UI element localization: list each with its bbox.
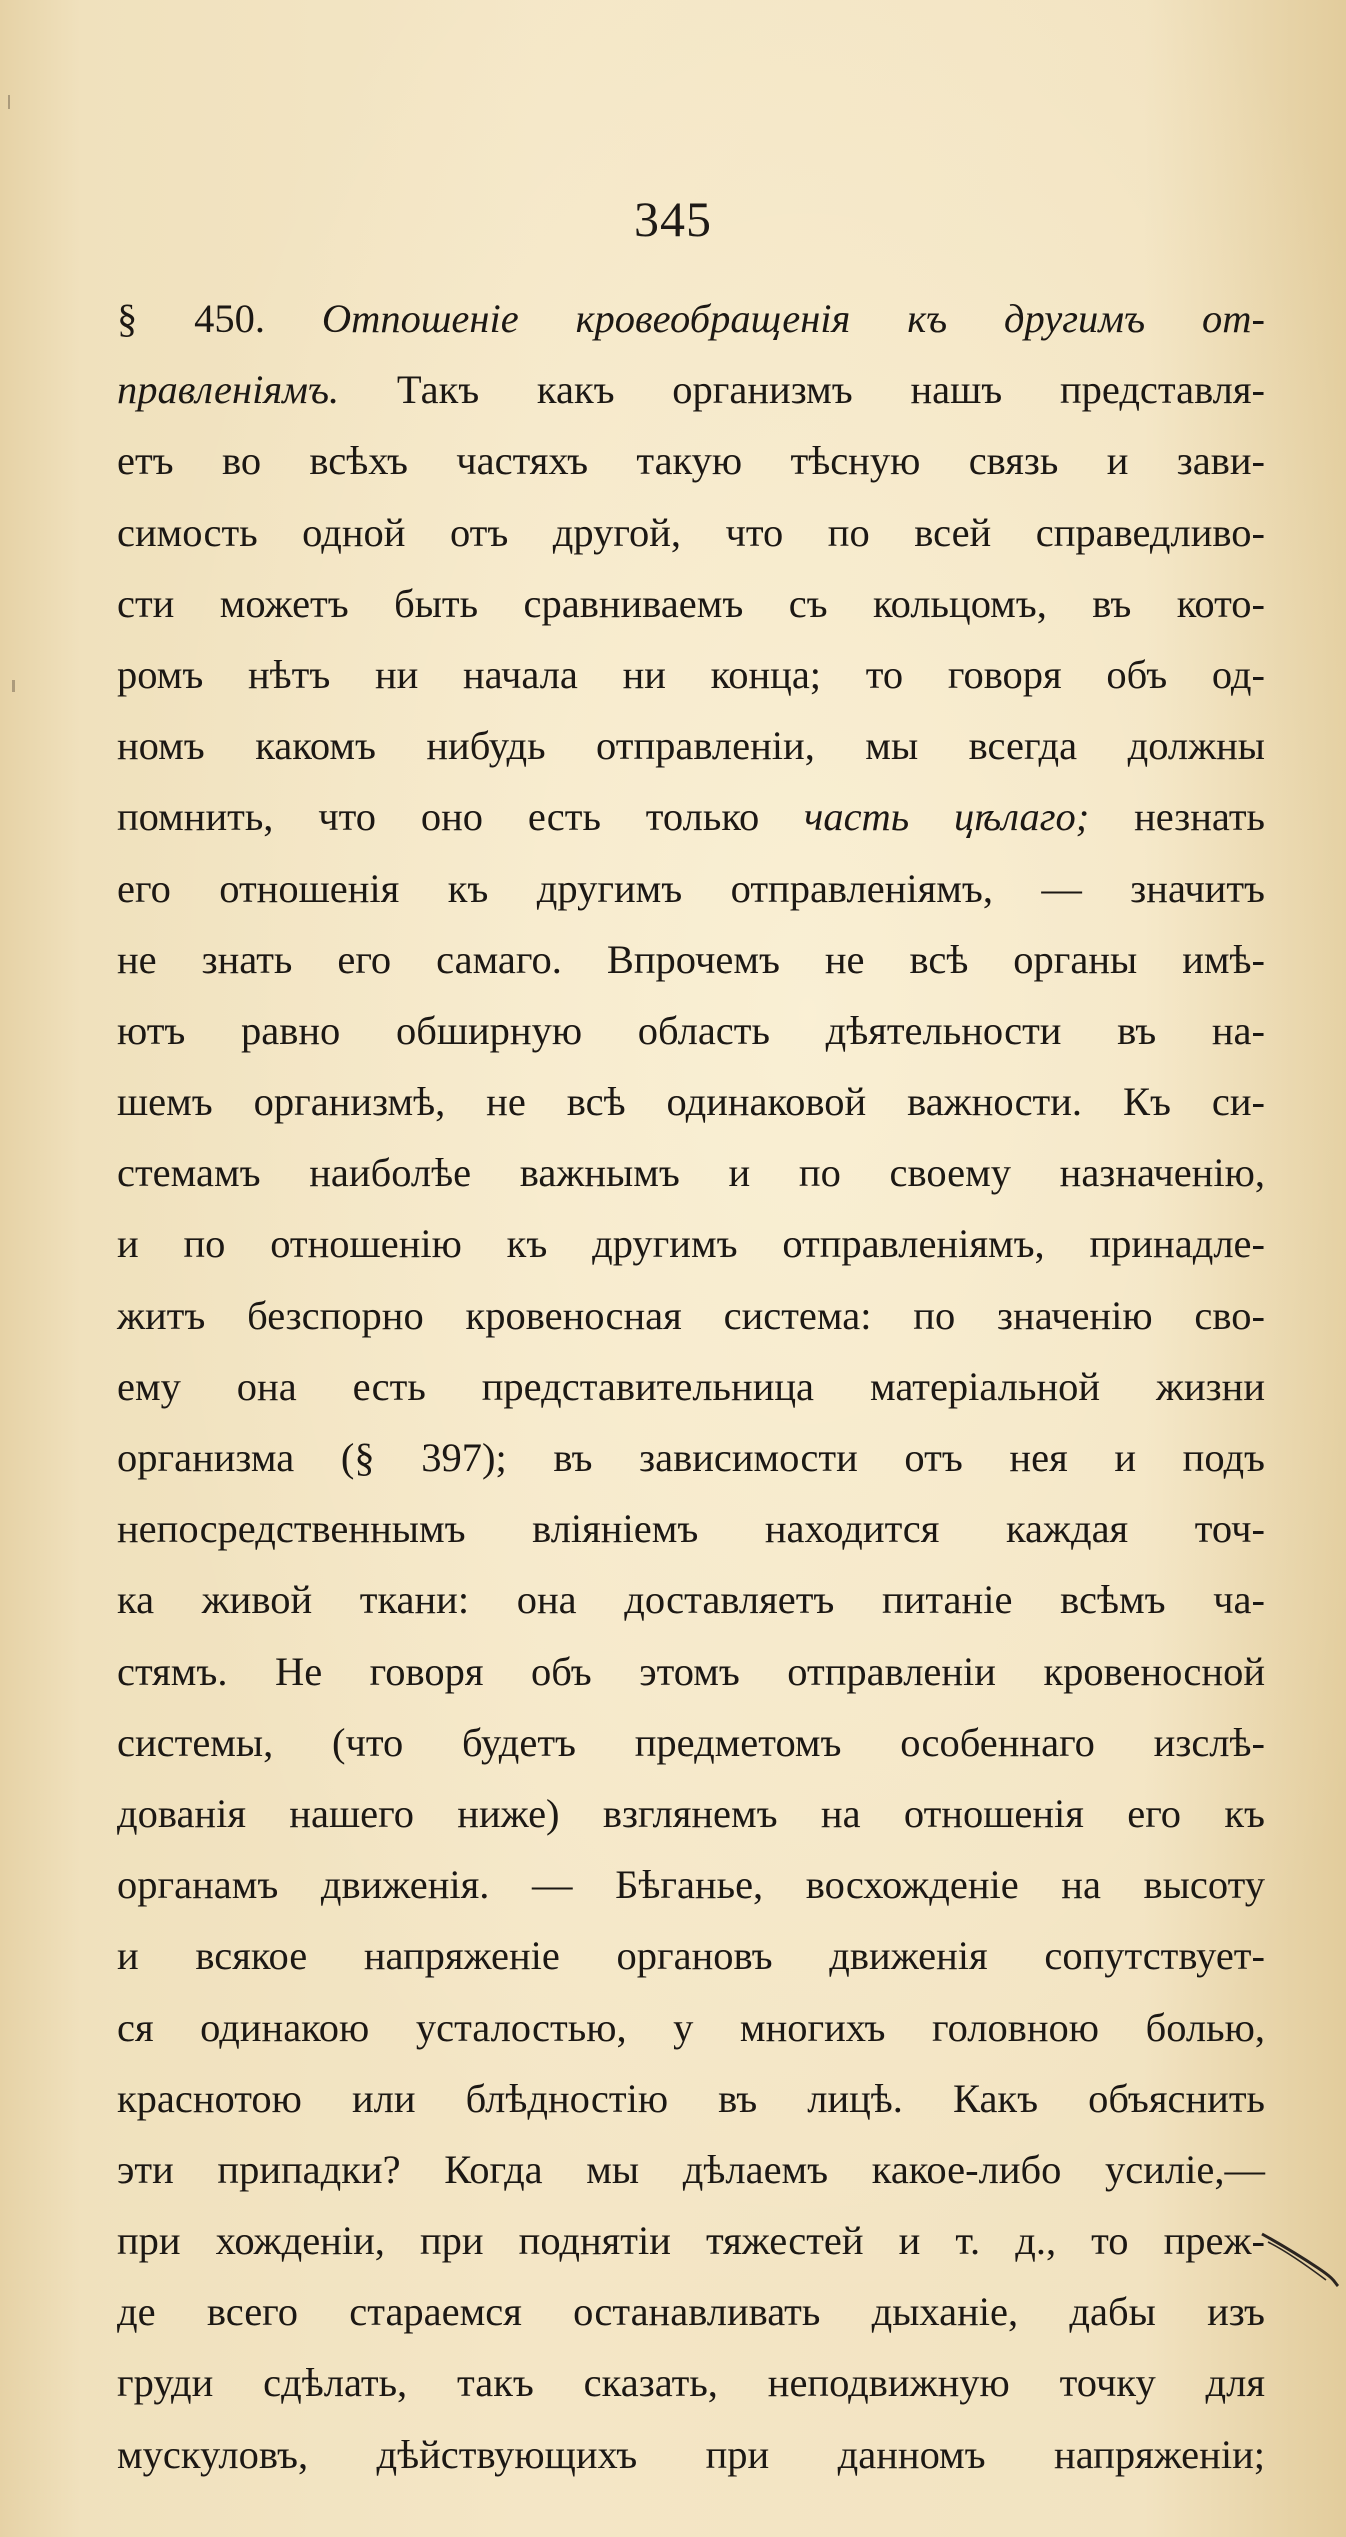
line-text: стямъ. Не говоря объ этомъ отправленіи кровеносной xyxy=(117,1648,1265,1694)
text-line xyxy=(117,639,1265,710)
text-line xyxy=(117,2276,1265,2347)
line-text: системы, (что будетъ предметомъ особеннаго изслѣ- xyxy=(117,1719,1265,1765)
text-line xyxy=(117,1066,1265,1137)
text-line xyxy=(117,1137,1265,1208)
edge-stroke-mark xyxy=(1260,2230,1340,2290)
line-text: органамъ движенія. — Бѣганье, восхожденіе на высоту xyxy=(117,1862,1265,1908)
text-line xyxy=(117,1208,1265,1279)
line-text: и всякое напряженіе органовъ движенія сопутствует- xyxy=(117,1933,1265,1979)
text-line xyxy=(117,1920,1265,1991)
line-text: етъ во всѣхъ частяхъ такую тѣсную связь и зави- xyxy=(117,438,1265,484)
text-line xyxy=(117,1992,1265,2063)
text-line xyxy=(117,1636,1265,1707)
line-text: дованія нашего ниже) взглянемъ на отношенія его къ xyxy=(117,1790,1265,1836)
ink-speck xyxy=(12,680,15,692)
line-text: помнить, что оно есть только xyxy=(117,794,805,840)
line-text: эти припадки? Когда мы дѣлаемъ какое-либо усиліе,— xyxy=(117,2146,1265,2192)
line-text: Такъ какъ организмъ нашъ представля- xyxy=(339,367,1265,413)
text-line xyxy=(117,924,1265,995)
text-line xyxy=(117,781,1265,852)
text-line xyxy=(117,1849,1265,1920)
text-line xyxy=(117,568,1265,639)
text-line xyxy=(117,1351,1265,1422)
text-line xyxy=(117,1778,1265,1849)
page-number: 345 xyxy=(634,191,712,247)
line-text: § 450. xyxy=(117,296,322,341)
line-text: симость одной отъ другой, что по всей справедливо- xyxy=(117,509,1265,555)
ink-speck xyxy=(8,95,10,109)
text-line xyxy=(117,1493,1265,1564)
line-text: при хожденіи, при поднятіи тяжестей и т. д., то преж- xyxy=(117,2218,1265,2264)
line-text: незнать xyxy=(1089,794,1265,840)
line-text: и по отношенію къ другимъ отправленіямъ, принадле- xyxy=(117,1221,1265,1267)
text-line xyxy=(117,710,1265,781)
text-line xyxy=(117,354,1265,425)
text-line xyxy=(117,1707,1265,1778)
text-line xyxy=(117,2419,1265,2490)
line-text: сти можетъ быть сравниваемъ съ кольцомъ, въ кото- xyxy=(117,580,1265,626)
line-text: непосредственнымъ вліяніемъ находится каждая точ- xyxy=(117,1506,1265,1552)
line-text: ютъ равно обширную область дѣятельности въ на- xyxy=(117,1007,1265,1053)
text-line xyxy=(117,283,1265,354)
text-line xyxy=(117,1422,1265,1493)
text-line xyxy=(117,2063,1265,2134)
line-text: его отношенія къ другимъ отправленіямъ, — значитъ xyxy=(117,865,1265,911)
text-line xyxy=(117,497,1265,568)
text-line xyxy=(117,1564,1265,1635)
line-text: мускуловъ, дѣйствующихъ при данномъ напряженіи; xyxy=(117,2431,1265,2477)
text-line xyxy=(117,2347,1265,2418)
italic-phrase: Отпошеніе кровеобращенія къ другимъ от- xyxy=(321,296,1265,341)
line-text: краснотою или блѣдностію въ лицѣ. Какъ объяснить xyxy=(117,2075,1265,2121)
line-text: номъ какомъ нибудь отправленіи, мы всегда должны xyxy=(117,723,1265,769)
line-text: ему она есть представительница матеріальной жизни xyxy=(117,1363,1265,1409)
italic-phrase: правленіямъ. xyxy=(117,367,340,413)
italic-phrase: часть цѣлаго; xyxy=(804,794,1090,840)
body-text xyxy=(117,283,1265,2490)
line-text: де всего стараемся останавливать дыханіе, дабы изъ xyxy=(117,2289,1265,2335)
text-line xyxy=(117,425,1265,496)
line-text: стемамъ наиболѣе важнымъ и по своему назначенію, xyxy=(117,1150,1265,1196)
text-line xyxy=(117,2205,1265,2276)
line-text: ка живой ткани: она доставляетъ питаніе всѣмъ ча- xyxy=(117,1577,1265,1623)
line-text: груди сдѣлать, такъ сказать, неподвижную точку для xyxy=(117,2360,1265,2406)
text-line xyxy=(117,1280,1265,1351)
text-line xyxy=(117,995,1265,1066)
line-text: ромъ нѣтъ ни начала ни конца; то говоря объ од- xyxy=(117,651,1265,697)
text-line xyxy=(117,853,1265,924)
line-text: шемъ организмѣ, не всѣ одинаковой важности. Къ си- xyxy=(117,1079,1265,1125)
line-text: житъ безспорно кровеносная система: по значенію сво- xyxy=(117,1292,1265,1338)
line-text: не знать его самаго. Впрочемъ не всѣ органы имѣ- xyxy=(117,936,1265,982)
text-line xyxy=(117,2134,1265,2205)
line-text: организма (§ 397); въ зависимости отъ нея и подъ xyxy=(117,1435,1265,1480)
line-text: ся одинакою усталостью, у многихъ головною болью, xyxy=(117,2004,1265,2050)
